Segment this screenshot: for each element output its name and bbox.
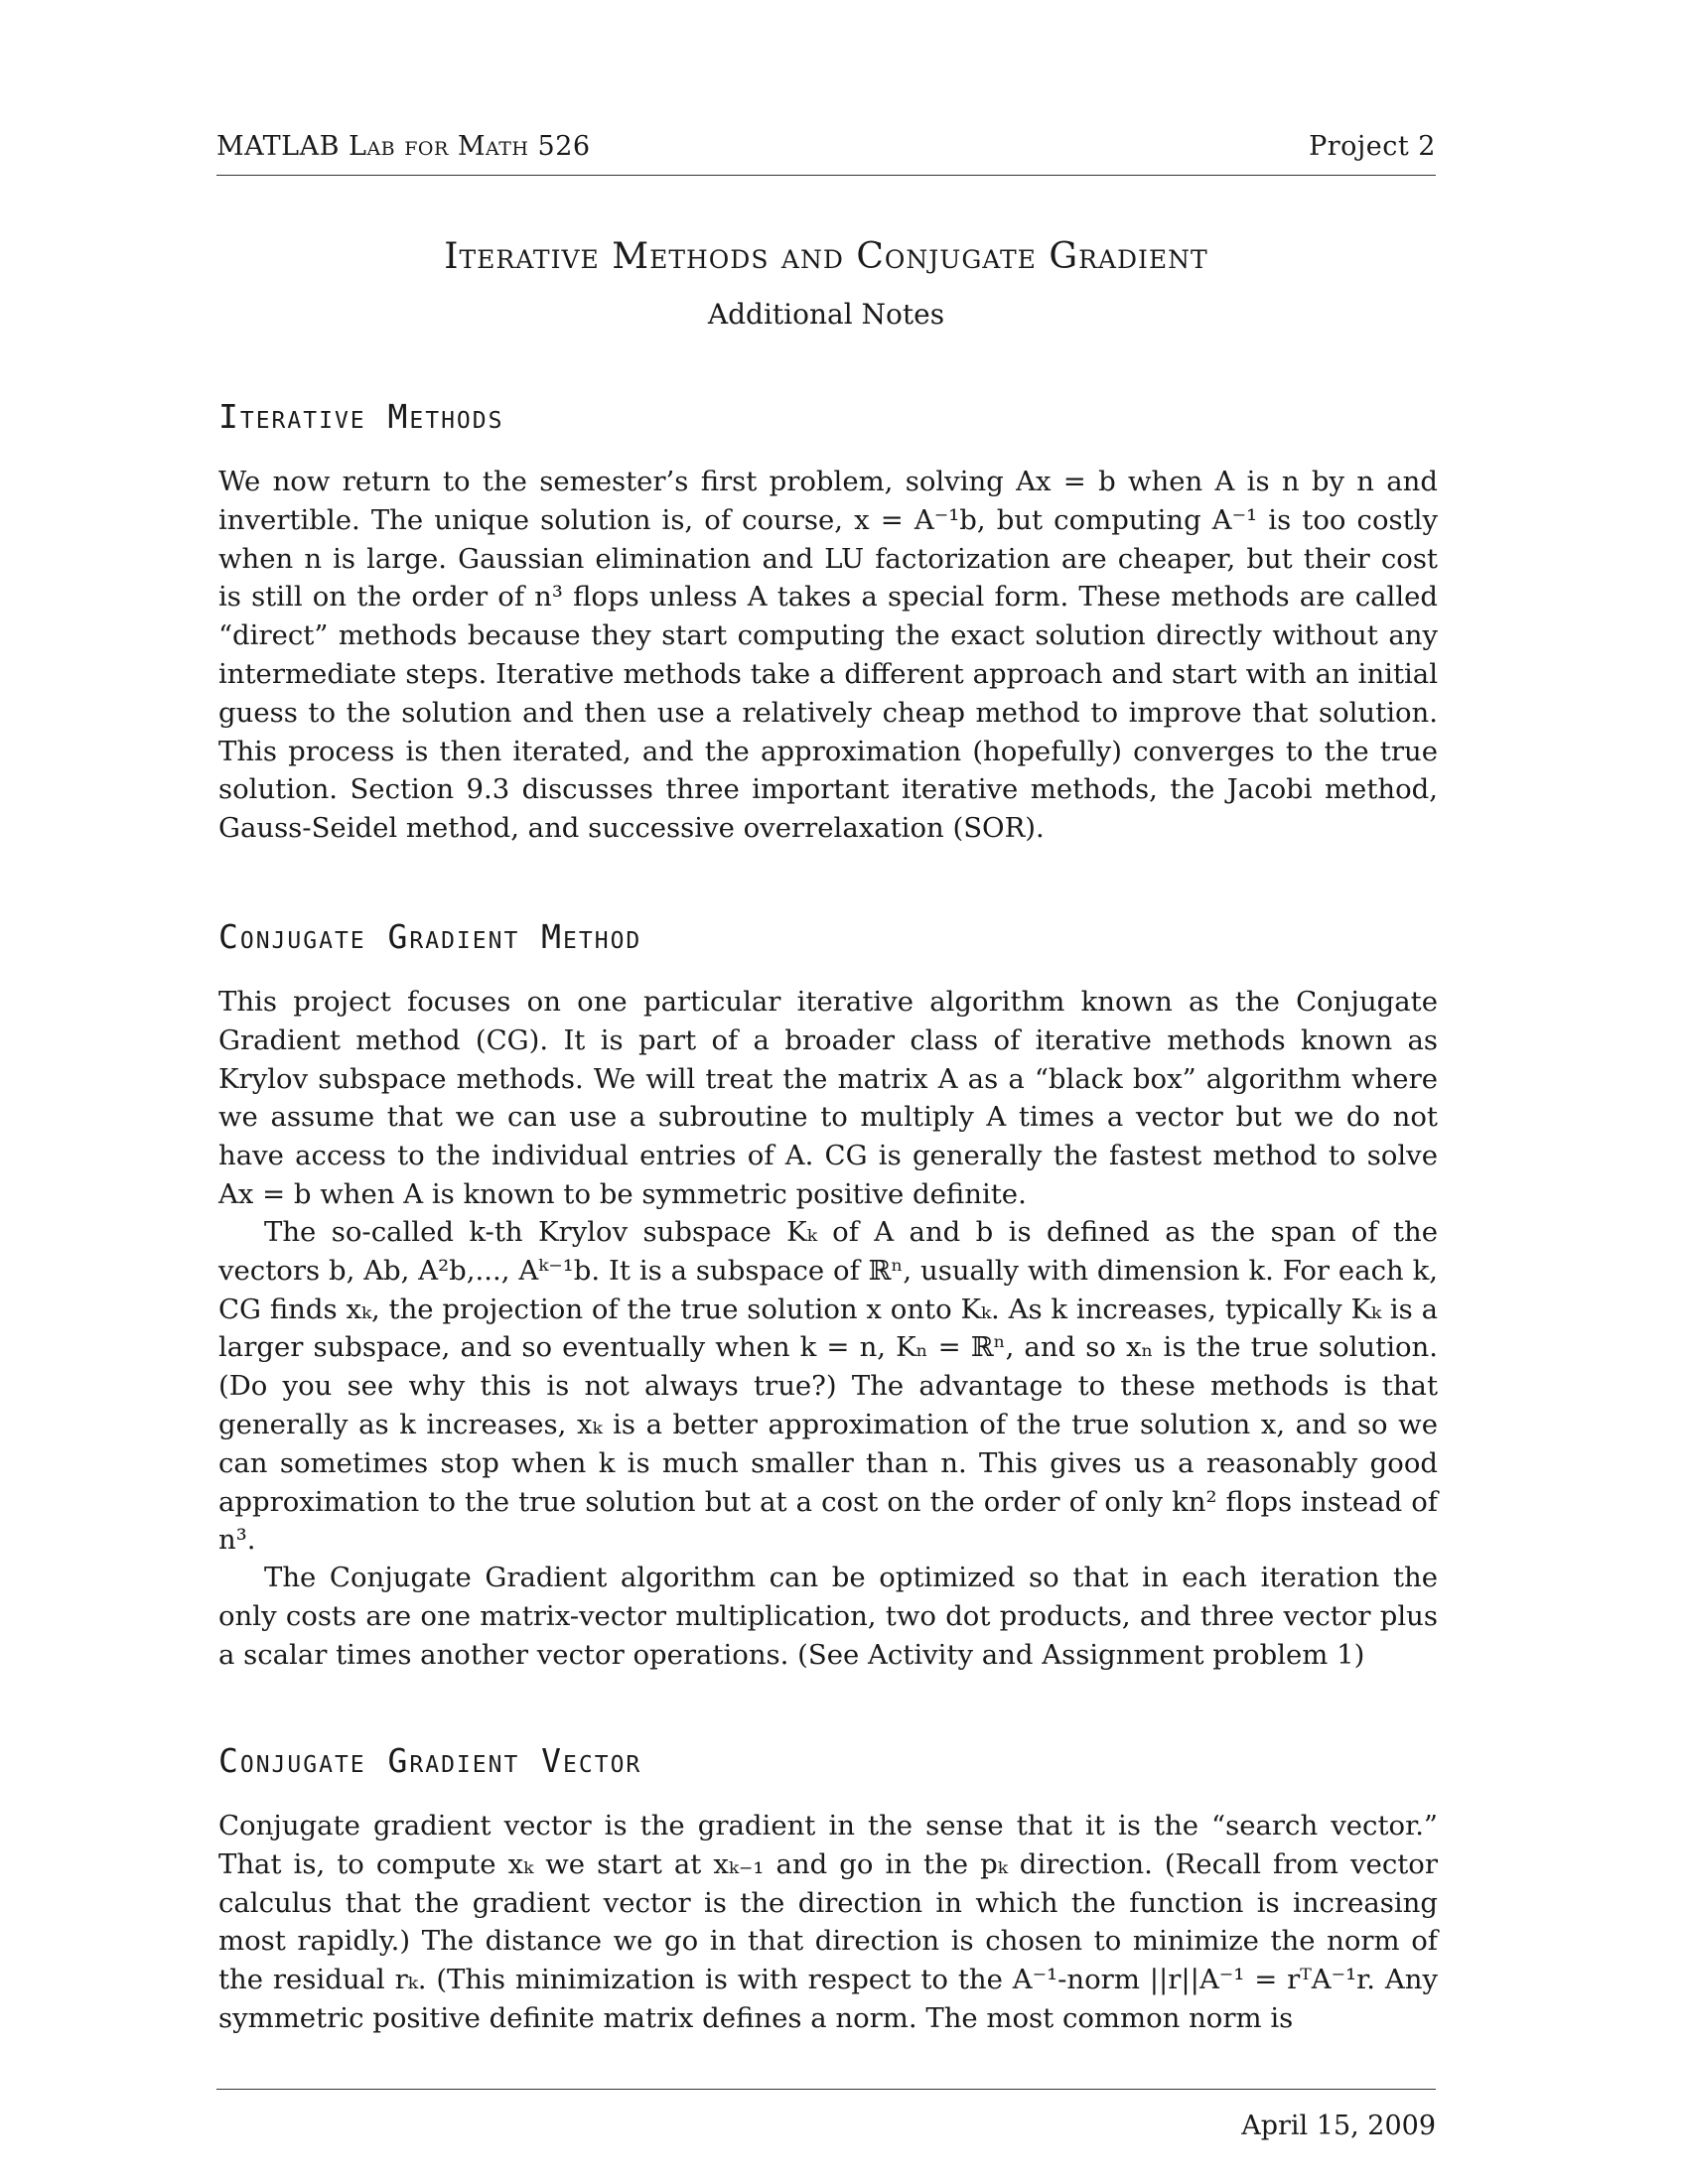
paragraph-cg-vector: Conjugate gradient vector is the gradient in the sense that it is the “search vector.” That is, to compute xₖ we start at xₖ₋₁ and go in the pₖ direction. (Recall from vector calculus that the gradient vector is the direction in which the function is increasing most rapidly.) The distance we go in that direction is chosen to minimize the norm of the residual rₖ. (This minimization is with respect to the A⁻¹-norm ||r||A⁻¹ = rᵀA⁻¹r. Any symmetric positive definite matrix defines a norm. The most common norm is xyxy=(218,1810,1438,2034)
header-rule xyxy=(216,175,1436,176)
header-project: Project 2 xyxy=(1309,131,1436,162)
section-heading-cg-vector: Conjugate Gradient Vector xyxy=(218,1741,642,1780)
section-heading-iterative-methods: Iterative Methods xyxy=(218,397,504,436)
page-header xyxy=(216,131,1436,172)
paragraph-cg-costs: The Conjugate Gradient algorithm can be optimized so that in each iteration the only costs are one matrix-vector multiplication, two dot products, and three vector plus a scalar times another vector operations. (See Activity and Assignment problem 1) xyxy=(218,1562,1438,1671)
footer-rule xyxy=(216,2089,1436,2090)
document-title: Iterative Methods and Conjugate Gradient xyxy=(444,236,1208,277)
document-subtitle: Additional Notes xyxy=(707,298,945,331)
header-course: MATLAB Lab for Math 526 xyxy=(216,131,591,162)
paragraph-cg-intro: This project focuses on one particular iterative algorithm known as the Conjugate Gradient method (CG). It is part of a broader class of iterative methods known as Krylov subspace methods. We will treat the matrix A as a “black box” algorithm where we assume that we can use a subroutine to multiply A times a vector but we do not have access to the individual entries of A. CG is generally the fastest method to solve Ax = b when A is known to be symmetric positive definite. xyxy=(218,986,1438,1210)
section-heading-cg-method: Conjugate Gradient Method xyxy=(218,917,642,956)
footer-date: April 15, 2009 xyxy=(1241,2111,1436,2141)
paragraph-krylov-subspace: The so-called k-th Krylov subspace Kₖ of A and b is defined as the span of the vectors b, Ab, A²b,..., Aᵏ⁻¹b. It is a subspace of ℝⁿ, usually with dimension k. For each k, CG finds xₖ, the projection of the true solution x onto Kₖ. As k increases, typically Kₖ is a larger subspace, and so eventually when k = n, Kₙ = ℝⁿ, and so xₙ is the true solution. (Do you see why this is not always true?) The advantage to these methods is that generally as k increases, xₖ is a better approximation of the true solution x, and so we can sometimes stop when k is much smaller than n. This gives us a reasonably good approximation to the true solution but at a cost on the order of only kn² flops instead of n³. xyxy=(218,1216,1438,1557)
paragraph-iterative-methods: We now return to the semester’s first problem, solving Ax = b when A is n by n and invertible. The unique solution is, of course, x = A⁻¹b, but computing A⁻¹ is too costly when n is large. Gaussian elimination and LU factorization are cheaper, but their cost is still on the order of n³ flops unless A takes a special form. These methods are called “direct” methods because they start computing the exact solution directly without any intermediate steps. Iterative methods take a different approach and start with an initial guess to the solution and then use a relatively cheap method to improve that solution. This process is then iterated, and the approximation (hopefully) converges to the true solution. Section 9.3 discusses three important iterative methods, the Jacobi method, Gauss-Seidel method, and successive overrelaxation (SOR). xyxy=(218,466,1438,845)
